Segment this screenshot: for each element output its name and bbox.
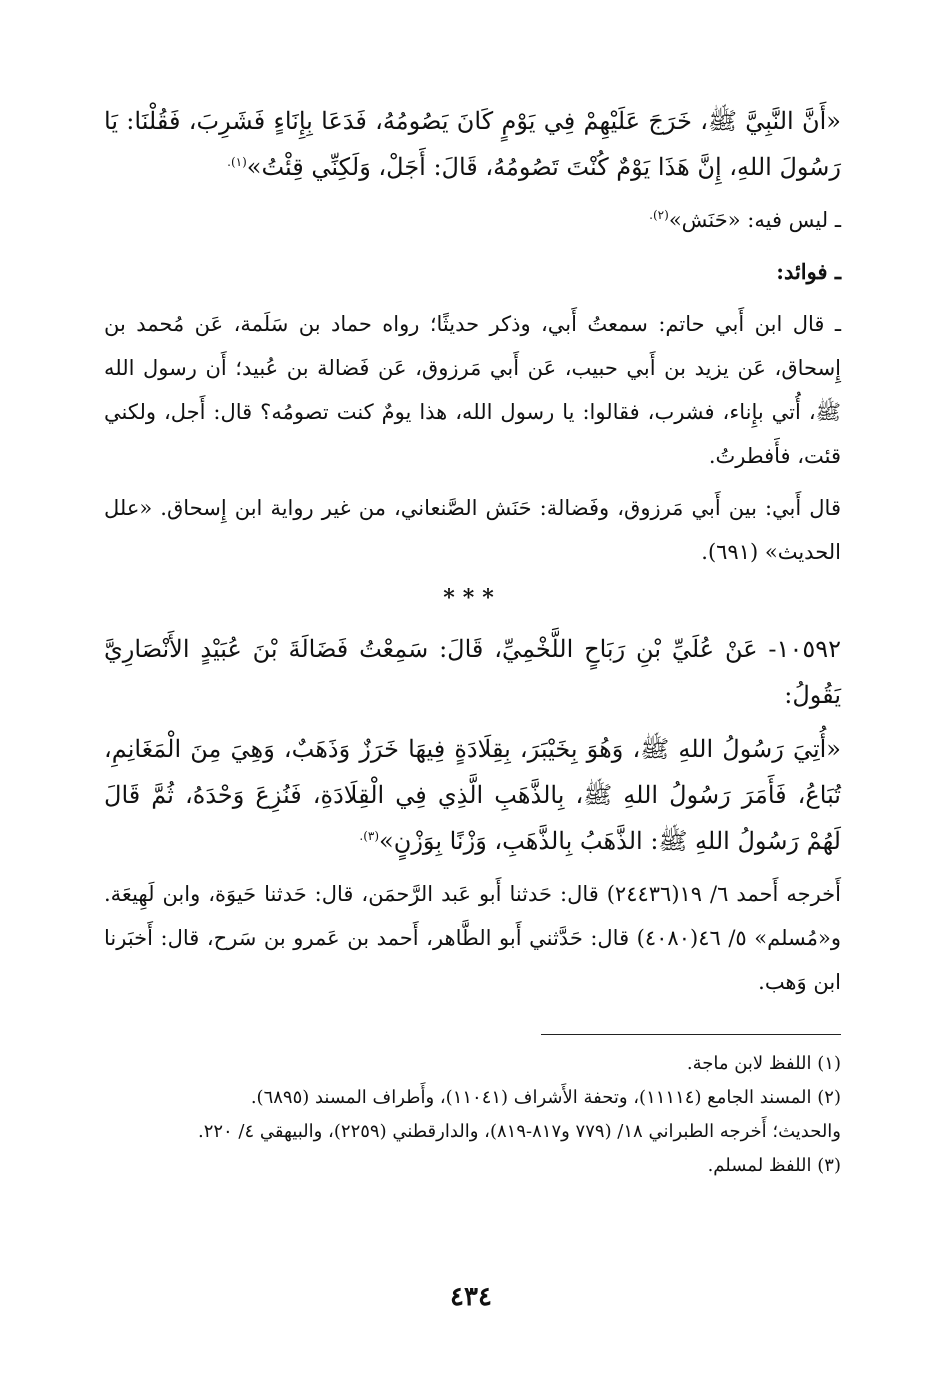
hadith-prev-body: «أَنَّ النَّبِيَّ ﷺ، خَرَجَ عَلَيْهِمْ فِي يَوْمٍ كَانَ يَصُومُهُ، فَدَعَا بِإِنَاءٍ فَشَرِبَ، فَقُلْنَا: يَا رَسُولَ اللهِ، إِنَّ هَذَا يَوْمٌ كُنْتَ تَصُومُهُ، قَالَ: أَجَلْ، وَلَكِنِّي قِئْتُ» (104, 107, 841, 181)
fawaid-heading: ـ فوائد: (776, 259, 841, 284)
note-hanash (104, 198, 841, 242)
footnote-ref-1: (١). (227, 155, 247, 169)
footnote-divider (541, 1034, 841, 1035)
hadith-text (104, 726, 841, 864)
page-number: ٤٣٤ (450, 1282, 492, 1312)
footnote-1: (١) اللفظ لابن ماجة. (686, 1053, 841, 1074)
takhrij-paragraph: أَخرجه أَحمد ٦/ ١٩(٢٤٤٣٦) قال: حَدثنا أَبو عَبد الرَّحمَن، قال: حَدثنا حَيوَة، وابن لَهِيعَة. و«مُسلم» ٥/ ٤٦(٤٠٨٠) قال: حَدَّثني أَبو الطَّاهر، أَحمد بن عَمرو بن سَرح، قال: أَخبَرنا ابن وَهب. (104, 882, 841, 994)
fawaid-paragraph-2: قال أَبي: بين أَبي مَرزوق، وفَضالة: حَنَش الصَّنعاني، من غير رواية ابن إِسحاق. «علل الحديث» (٦٩١). (104, 496, 841, 564)
footnote-ref-2: (٢). (649, 208, 669, 222)
hadith-body: «أُتِيَ رَسُولُ اللهِ ﷺ، وَهُوَ بِخَيْبَرَ، بِقِلَادَةٍ فِيهَا خَرَزٌ وَذَهَبٌ، وَهِيَ مِنَ الْمَغَانِمِ، تُبَاعُ، فَأَمَرَ رَسُولُ اللهِ ﷺ، بِالذَّهَبِ الَّذِي فِي الْقِلَادَةِ، فَنُزِعَ وَحْدَهُ، ثُمَّ قَالَ لَهُمْ رَسُولُ اللهِ ﷺ: الذَّهَبُ بِالذَّهَبِ، وَزْنًا بِوَزْنٍ» (104, 735, 841, 855)
section-separator: *** (443, 585, 502, 611)
fawaid-paragraph-1: ـ قال ابن أَبي حاتم: سمعتُ أَبي، وذكر حديثًا؛ رواه حماد بن سَلَمة، عَن مُحمد بن إِسحاق، عَن يزيد بن أَبي حبيب، عَن أَبي مَرزوق، عَن فَضالة بن عُبيد؛ أَن رسول الله ﷺ، أُتي بإِناء، فشرب، فقالوا: يا رسول الله، هذا يومٌ كنت تصومُه؟ قال: أَجل، ولكني قئت، فأَفطرتُ. (104, 312, 841, 468)
hadith-intro: ١٠٥٩٢- عَنْ عُلَيِّ بْنِ رَبَاحٍ اللَّخْمِيِّ، قَالَ: سَمِعْتُ فَضَالَةَ بْنَ عُبَيْدٍ الأَنْصَارِيَّ يَقُولُ: (104, 635, 841, 709)
footnote-3: (٣) اللفظ لمسلم. (707, 1155, 841, 1176)
hadith-text-previous (104, 98, 841, 190)
footnote-2: (٢) المسند الجامع (١١١١٤)، وتحفة الأَشراف (١١٠٤١)، وأَطراف المسند (٦٨٩٥). (250, 1087, 841, 1108)
note-hanash-text: ـ ليس فيه: «حَنَش» (668, 208, 841, 232)
footnote-2-continuation: والحديث؛ أَخرجه الطبراني ١٨/ (٧٧٩ و٨١٧-٨١٩)، والدارقطني (٢٢٥٩)، والبيهقي ٤/ ٢٢٠. (197, 1121, 841, 1142)
footnote-ref-3: (٣). (359, 829, 380, 843)
